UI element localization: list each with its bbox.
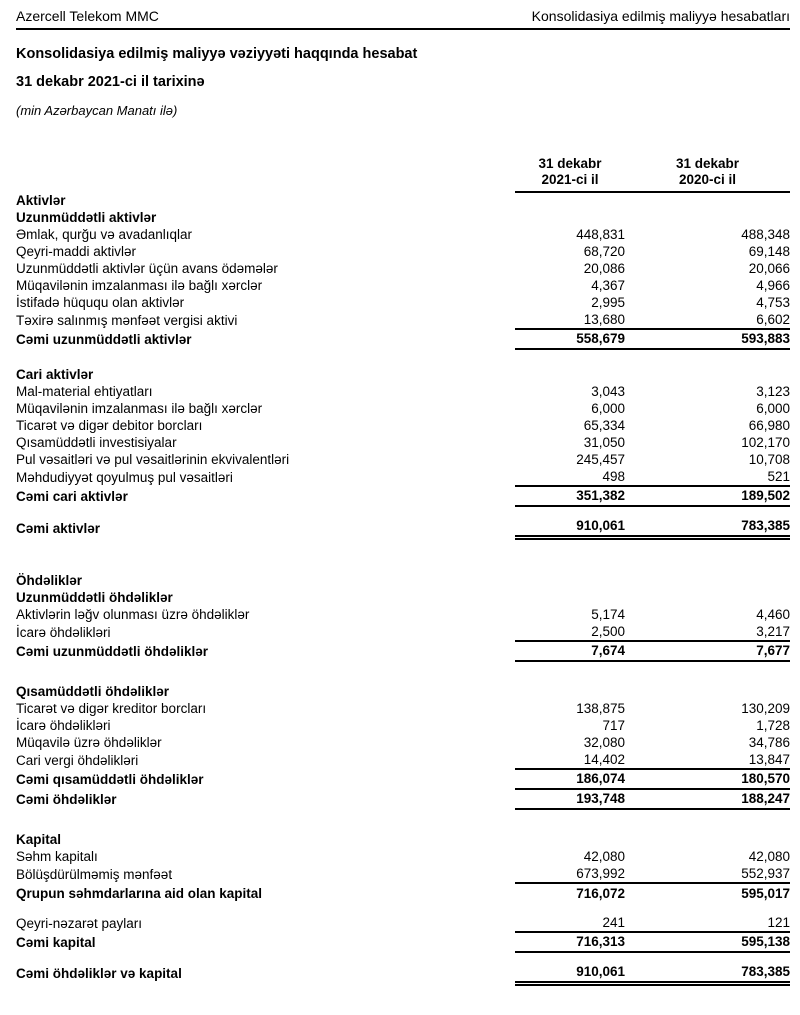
row-label: Uzunmüddətli öhdəliklər — [16, 589, 173, 605]
item-row — [16, 623, 790, 641]
value-2021: 716,072 — [515, 883, 625, 903]
item-row — [16, 468, 790, 486]
statement-table-body — [16, 192, 790, 983]
value-2021: 68,720 — [583, 244, 625, 259]
item-row — [16, 700, 790, 717]
item-row — [16, 606, 790, 623]
value-2020: 4,753 — [756, 295, 790, 310]
value-2020: 189,502 — [625, 486, 790, 506]
financial-table-head — [16, 156, 790, 192]
item-row — [16, 751, 790, 769]
spacer-cell — [16, 506, 790, 517]
row-label: Cəmi uzunmüddətli aktivlər — [16, 332, 192, 347]
spacer-row — [16, 349, 790, 366]
column-header-empty — [16, 156, 515, 192]
value-2021: 498 — [602, 469, 625, 484]
row-label: Müqavilənin imzalanması ilə bağlı xərclər — [16, 278, 263, 293]
value-2021: 20,086 — [583, 261, 625, 276]
row-label: Müqavilənin imzalanması ilə bağlı xərclər — [16, 401, 263, 416]
value-2021: 3,043 — [591, 384, 625, 399]
spacer-row — [16, 538, 790, 572]
value-2020: 552,937 — [741, 865, 790, 881]
row-label: Ticarət və digər kreditor borcları — [16, 700, 207, 716]
section-row — [16, 192, 790, 209]
value-2021: 32,080 — [583, 734, 625, 750]
item-row — [16, 434, 790, 451]
value-2020: 102,170 — [741, 435, 790, 450]
value-2021 — [515, 209, 625, 226]
item-row — [16, 451, 790, 468]
value-2021: 2,500 — [591, 623, 625, 639]
grand-total-row — [16, 517, 790, 538]
section-row — [16, 683, 790, 700]
value-2021: 716,313 — [515, 932, 625, 952]
row-label: Əmlak, qurğu və avadanlıqlar — [16, 227, 193, 242]
row-label: Cari aktivlər — [16, 367, 94, 382]
value-2020 — [625, 589, 790, 606]
value-2020: 13,847 — [748, 751, 790, 767]
value-2021: 4,367 — [591, 278, 625, 293]
total-row — [16, 789, 790, 809]
column-header-2021-line1: 31 dekabr — [538, 156, 602, 171]
spacer-cell — [16, 349, 790, 366]
row-label: Cəmi cari aktivlər — [16, 489, 128, 504]
value-2021: 138,875 — [576, 700, 625, 716]
value-2020: 7,677 — [625, 641, 790, 661]
grand-total-row — [16, 963, 790, 984]
value-2020 — [625, 683, 790, 700]
value-2020 — [625, 831, 790, 848]
value-2020: 4,966 — [756, 278, 790, 293]
row-label: Öhdəliklər — [16, 572, 83, 588]
value-2020: 6,602 — [756, 312, 790, 327]
spacer-row — [16, 903, 790, 914]
row-label: Qısamüddətli investisiyalar — [16, 435, 177, 450]
column-header-2021 — [515, 156, 625, 192]
row-label: Aktivlərin ləğv olunması üzrə öhdəliklər — [16, 606, 250, 622]
value-2021: 193,748 — [515, 789, 625, 809]
value-2021: 351,382 — [515, 486, 625, 506]
value-2021: 910,061 — [515, 517, 625, 538]
spacer-cell — [16, 952, 790, 963]
item-row — [16, 277, 790, 294]
value-2020: 1,728 — [756, 717, 790, 733]
value-2020 — [625, 572, 790, 589]
value-2020: 595,138 — [625, 932, 790, 952]
section-row — [16, 572, 790, 589]
value-2021: 717 — [602, 717, 625, 733]
item-row — [16, 311, 790, 329]
spacer-row — [16, 661, 790, 683]
value-2020: 3,217 — [756, 623, 790, 639]
financial-table — [16, 156, 790, 986]
row-label: Cəmi öhdəliklər və kapital — [16, 966, 182, 981]
total-row — [16, 769, 790, 789]
total-row — [16, 932, 790, 952]
row-label: Cəmi uzunmüddətli öhdəliklər — [16, 643, 209, 659]
spacer-cell — [16, 661, 790, 683]
row-label: İcarə öhdəlikləri — [16, 624, 111, 640]
value-2021: 65,334 — [583, 418, 625, 433]
value-2021: 2,995 — [591, 295, 625, 310]
value-2021: 14,402 — [583, 751, 625, 767]
value-2020 — [625, 209, 790, 226]
value-2021: 241 — [602, 914, 625, 930]
item-row — [16, 848, 790, 865]
value-2021 — [515, 831, 625, 848]
section-row — [16, 831, 790, 848]
value-2020: 188,247 — [625, 789, 790, 809]
section-row — [16, 209, 790, 226]
row-label: Cəmi kapital — [16, 934, 96, 950]
currency-note: (min Azərbaycan Manatı ilə) — [16, 103, 178, 118]
value-2021: 910,061 — [515, 963, 625, 984]
statement-title: Konsolidasiya edilmiş maliyyə vəziyyəti haqqında hesabat — [16, 46, 418, 62]
row-label: Pul vəsaitləri və pul vəsaitlərinin ekvivalentləri — [16, 452, 290, 467]
row-label: Cəmi öhdəliklər — [16, 791, 117, 807]
value-2021: 673,992 — [576, 865, 625, 881]
item-row — [16, 294, 790, 311]
value-2021 — [515, 366, 625, 383]
row-label: Ticarət və digər debitor borcları — [16, 418, 203, 433]
row-label: Cəmi qısamüddətli öhdəliklər — [16, 771, 204, 787]
value-2020: 180,570 — [625, 769, 790, 789]
document-header — [16, 8, 790, 30]
spacer-row — [16, 952, 790, 963]
value-2021 — [515, 683, 625, 700]
row-label: Təxirə salınmış mənfəət vergisi aktivi — [16, 313, 238, 328]
item-row — [16, 717, 790, 734]
spacer-cell — [16, 809, 790, 831]
row-label: Qeyri-maddi aktivlər — [16, 244, 137, 259]
value-2020 — [625, 366, 790, 383]
company-name: Azercell Telekom MMC — [16, 8, 159, 24]
section-row — [16, 589, 790, 606]
value-2020: 783,385 — [625, 517, 790, 538]
value-2021: 13,680 — [583, 312, 625, 327]
value-2020: 783,385 — [625, 963, 790, 984]
total-row — [16, 329, 790, 349]
value-2021 — [515, 589, 625, 606]
row-label: Məhdudiyyət qoyulmuş pul vəsaitləri — [16, 470, 233, 485]
row-label: Kapital — [16, 831, 62, 847]
row-label: İcarə öhdəlikləri — [16, 717, 111, 733]
value-2020: 6,000 — [756, 401, 790, 416]
value-2020: 10,708 — [748, 452, 790, 467]
column-header-2020-line2: 2020-ci il — [678, 172, 737, 187]
value-2021: 7,674 — [515, 641, 625, 661]
section-row — [16, 366, 790, 383]
item-row — [16, 417, 790, 434]
spacer-row — [16, 809, 790, 831]
row-label: Səhm kapitalı — [16, 848, 98, 864]
value-2020: 20,066 — [748, 261, 790, 276]
row-label: Cəmi aktivlər — [16, 520, 101, 536]
value-2020: 595,017 — [625, 883, 790, 903]
item-row — [16, 734, 790, 751]
value-2021: 5,174 — [591, 606, 625, 622]
value-2020 — [625, 192, 790, 209]
row-label: Bölüşdürülməmiş mənfəət — [16, 866, 173, 882]
value-2020: 593,883 — [625, 329, 790, 349]
value-2020: 34,786 — [748, 734, 790, 750]
spacer-cell — [16, 903, 790, 914]
item-row — [16, 243, 790, 260]
value-2021: 6,000 — [591, 401, 625, 416]
row-label: Mal-material ehtiyatları — [16, 384, 153, 399]
row-label: Qeyri-nəzarət payları — [16, 915, 143, 931]
item-row — [16, 226, 790, 243]
row-label: İstifadə hüququ olan aktivlər — [16, 295, 185, 310]
value-2020: 42,080 — [748, 848, 790, 864]
item-row — [16, 865, 790, 883]
column-header-2021-line2: 2021-ci il — [541, 172, 599, 187]
item-row — [16, 400, 790, 417]
value-2021 — [515, 572, 625, 589]
spacer-row — [16, 506, 790, 517]
value-2020: 521 — [767, 469, 790, 484]
row-label: Qrupun səhmdarlarına aid olan kapital — [16, 885, 263, 901]
statement-date: 31 dekabr 2021-ci il tarixinə — [16, 74, 205, 90]
value-2020: 130,209 — [741, 700, 790, 716]
value-2020: 488,348 — [741, 227, 790, 242]
column-header-row — [16, 156, 790, 192]
item-row — [16, 914, 790, 932]
item-row — [16, 260, 790, 277]
value-2020: 66,980 — [748, 418, 790, 433]
item-row — [16, 383, 790, 400]
value-2021: 186,074 — [515, 769, 625, 789]
total-row — [16, 883, 790, 903]
value-2020: 3,123 — [756, 384, 790, 399]
row-label: Aktivlər — [16, 193, 66, 208]
value-2020: 69,148 — [748, 244, 790, 259]
column-header-2020 — [625, 156, 790, 192]
value-2021: 31,050 — [583, 435, 625, 450]
report-type-label: Konsolidasiya edilmiş maliyyə hesabatları — [531, 8, 790, 24]
row-label: Müqavilə üzrə öhdəliklər — [16, 734, 162, 750]
value-2020: 4,460 — [756, 606, 790, 622]
column-header-2020-line1: 31 dekabr — [675, 156, 740, 171]
row-label: Cari vergi öhdəlikləri — [16, 752, 139, 768]
value-2021: 448,831 — [576, 227, 625, 242]
value-2021 — [515, 192, 625, 209]
row-label: Uzunmüddətli aktivlər — [16, 210, 157, 225]
total-row — [16, 486, 790, 506]
row-label: Uzunmüddətli aktivlər üçün avans ödəmələr — [16, 261, 278, 276]
value-2021: 42,080 — [583, 848, 625, 864]
value-2021: 245,457 — [576, 452, 625, 467]
spacer-cell — [16, 538, 790, 572]
value-2021: 558,679 — [515, 329, 625, 349]
total-row — [16, 641, 790, 661]
row-label: Qısamüddətli öhdəliklər — [16, 683, 170, 699]
value-2020: 121 — [767, 914, 790, 930]
